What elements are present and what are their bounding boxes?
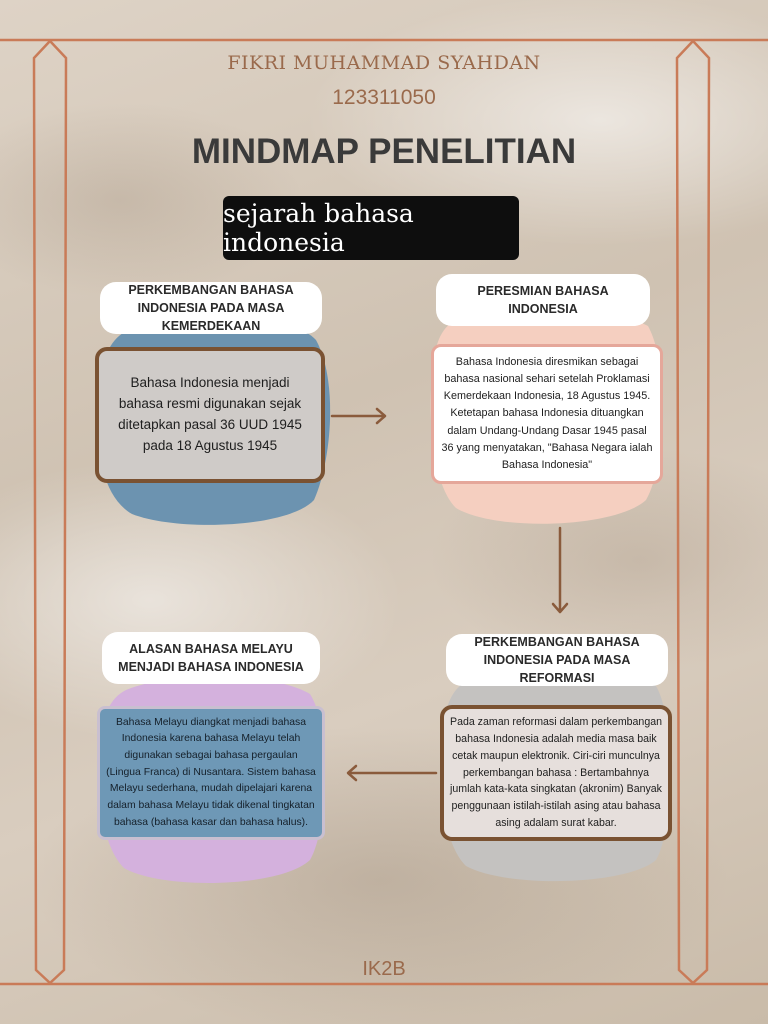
student-id: 123311050 bbox=[332, 86, 436, 109]
subtitle-text: sejarah bahasa indonesia bbox=[223, 199, 414, 257]
node-reformasi-label: PERKEMBANGAN BAHASA INDONESIA PADA MASA REFORMASI bbox=[446, 634, 668, 686]
node-peresmian-label: PERESMIAN BAHASA INDONESIA bbox=[436, 274, 650, 326]
node-melayu-text: Bahasa Melayu diangkat menjadi bahasa Indonesia karena bahasa Melayu telah digunakan sebagai bahasa pergaulan (Lingua Franca) di Nusantara. Sistem bahasa Melayu sederhana, mudah dipelajari karena dalam bahasa Melayu tidak dikenal tingkatan bahasa (bahasa kasar dan bahasa halus). bbox=[97, 706, 325, 840]
arrow-down-right bbox=[553, 528, 567, 612]
node-reformasi-text: Pada zaman reformasi dalam perkembangan bahasa Indonesia adalah media masa baik cetak maupun elektronik. Ciri-ciri munculnya perkembangan bahasa : Bertambahnya jumlah kata-kata singkatan (akronim) Banyak penggunaan istilah-istilah asing atau bahasa asing adalam surat kabar. bbox=[440, 705, 672, 841]
node-kemerdekaan-text: Bahasa Indonesia menjadi bahasa resmi digunakan sejak ditetapkan pasal 36 UUD 1945 pada 18 Agustus 1945 bbox=[95, 347, 325, 483]
arrow-left-bottom bbox=[348, 766, 436, 780]
subtitle-banner bbox=[223, 196, 519, 260]
node-kemerdekaan-label: PERKEMBANGAN BAHASA INDONESIA PADA MASA KEMERDEKAAN bbox=[100, 282, 322, 334]
class-code: IK2B bbox=[362, 958, 406, 980]
page-title: MINDMAP PENELITIAN bbox=[191, 132, 577, 171]
node-peresmian-text: Bahasa Indonesia diresmikan sebagai bahasa nasional sehari setelah Proklamasi Kemerdekaan Indonesia, 18 Agustus 1945. Ketetapan bahasa Indonesia dituangkan dalam Undang-Undang Dasar 1945 pasal 36 yang menyatakan, "Bahasa Negara ialah Bahasa Indonesia" bbox=[431, 344, 663, 484]
author-name: FIKRI MUHAMMAD SYAHDAN bbox=[227, 52, 541, 74]
node-melayu-label: ALASAN BAHASA MELAYU MENJADI BAHASA INDONESIA bbox=[102, 632, 320, 684]
